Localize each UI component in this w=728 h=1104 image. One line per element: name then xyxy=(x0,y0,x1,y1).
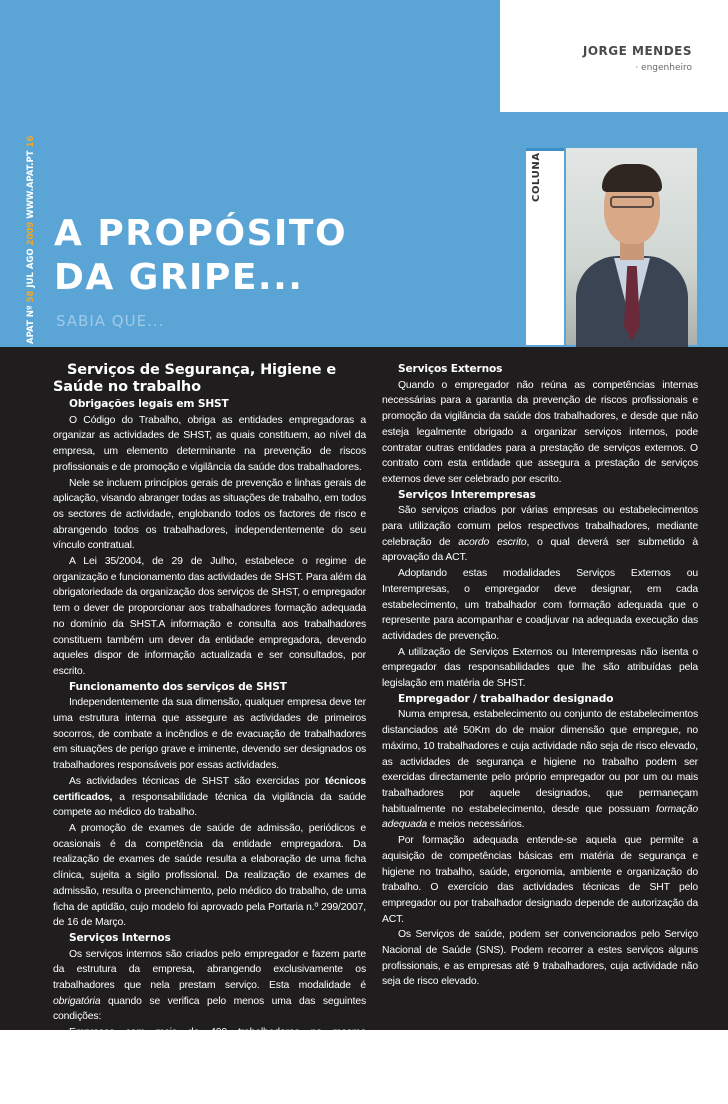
emphasis: formação adequada xyxy=(382,803,698,831)
subheading-interempresas: Serviços Interempresas xyxy=(398,488,536,501)
issue-year: 2009 xyxy=(26,221,36,246)
article-heading: Serviços de Segurança, Higiene e Saúde no trabalho xyxy=(53,362,337,395)
paragraph: Numa empresa, estabelecimento ou conjunto de estabelecimentos distanciados até 50Km do de maior dimensão que empregue, no máximo, 10 trabalhadores e cuja actividade não seja de risco elevado, as actividades de segurança e higiene no trabalho podem ser exercidas directamente pelo próprio empregador ou por um ou mais trabalhadores por aquele designados, que permaneçam habitualmente no estabelecimento, desde que possuam formação adequada e meios necessários. xyxy=(382,709,698,831)
paragraph: São serviços criados por várias empresas ou estabelecimentos para utilização comum pelos respectivos trabalhadores, mediante celebração de acordo escrito, o qual deverá ser submetido à aprovação da ACT. xyxy=(382,505,698,564)
article-title xyxy=(54,212,347,300)
subheading-legal-obligations: Obrigações legais em SHST xyxy=(69,398,229,410)
article-column-left xyxy=(53,362,366,1101)
section-label: COLUNA xyxy=(531,152,542,202)
subheading-external-services: Serviços Externos xyxy=(398,363,503,375)
paragraph: Adoptando estas modalidades Serviços Externos ou Interempresas, o empregador deve designar, em cada estabelecimento, um trabalhador com formação adequada que o represente para acompanhar e coadjuvar na adequada execução das actividades de prevenção. xyxy=(382,568,698,642)
paragraph: A Lei 35/2004, de 29 de Julho, estabelece o regime de organização e funcionamento das actividades de SHST. Para além da obrigatoriedade da organização dos serviços de SHST, o empregador tem o dever de proporcionar aos trabalhadores formação adequada no domínio da SHST.A informação e consulta aos trabalhadores constituem também um dever da entidade empregadora, devendo aqueles dispor de informação actualizada e ser consultados, por escrito. xyxy=(53,556,366,677)
author-role: · engenheiro xyxy=(635,63,692,73)
emphasis: obrigatória xyxy=(53,995,101,1007)
paragraph: Por formação adequada entende-se aquela que permite a aquisição de competências básicas em matéria de segurança e higiene no trabalho, saúde, ergonomia, ambiente e organização do trabalho. O exercício das actividades técnicas de SHT pelo empregador ou por trabalhador designado depende de autorização da ACT. xyxy=(382,835,698,925)
paragraph: Os serviços internos são criados pelo empregador e fazem parte da estrutura da empresa, abrangendo exclusivamente os trabalhadores que nela prestam serviço. Esta modalidade é obrigatória quando se verifica pelo menos uma das seguintes condições: xyxy=(53,948,366,1023)
paragraph: Empresas com mais de 400 trabalhadores no mesmo estabelecimento ou no conjunto de estabelecimentos distanciados até 50Km do de maior dimensão, qualquer que seja a actividade desenvolvida; Empresas que desenvolvam actividades de risco elevado, a que estejam expostos pelo menos 30 trabalhadores. xyxy=(53,1027,366,1101)
paragraph: Independentemente da sua dimensão, qualquer empresa deve ter uma estrutura interna que assegure as actividades de primeiros socorros, de combate a incêndios e de evacuação de trabalhadores em situações de perigo grave e iminente, devendo ser designados os trabalhadores responsáveis por essas actividades. xyxy=(53,697,366,772)
emphasis: acordo escrito xyxy=(458,536,527,548)
title-line-2: DA GRIPE... xyxy=(54,257,304,298)
paragraph: A promoção de exames de saúde de admissão, periódicos e ocasionais é da competência da entidade empregadora. Da realização de exames de saúde resulta a elaboração de uma ficha clínica, sujeita a sigilo profissional. Da realização de exames de admissão, resulta o preenchimento, pelo médico do trabalho, de uma ficha de aptidão, cujo modelo foi aprovado pela Portaria n.º 299/2007, de 16 de Março. xyxy=(53,822,366,929)
issue-sideline: APAT Nº 58 JUL AGO 2009 WWW.APAT.PT 16 xyxy=(26,135,36,344)
paragraph: As actividades técnicas de SHST são exercidas por técnicos certificados, a responsabilidade técnica da vigilância da saúde compete ao médico do trabalho. xyxy=(53,775,366,819)
author-name: JORGE MENDES xyxy=(582,44,692,58)
paragraph: A utilização de Serviços Externos ou Interempresas não isenta o empregador das responsabilidades que lhe são atribuídas pela legislação em matéria de SHST. xyxy=(382,646,698,690)
title-line-1: A PROPÓSITO xyxy=(54,213,348,254)
subheading-internal-services: Serviços Internos xyxy=(69,931,171,944)
subheading-designated-worker: Empregador / trabalhador designado xyxy=(398,692,614,705)
subheading-functioning: Funcionamento dos serviços de SHST xyxy=(69,680,287,693)
issue-number: 58 xyxy=(26,290,36,303)
article-column-right xyxy=(382,362,698,1012)
paragraph: O Código do Trabalho, obriga as entidades empregadoras a organizar as actividades de SHST, as quais constituem, ao nível da empresa, um elemento determinante na prevenção de riscos profissionais e de promoção e vigilância da saúde dos trabalhadores. xyxy=(53,414,366,473)
article-subtitle: SABIA QUE... xyxy=(56,312,165,330)
paragraph: Quando o empregador não reúna as competências internas necessárias para a garantia da prevenção de riscos profissionais e promoção da vigilância da saúde dos trabalhadores, e desde que não esteja legalmente obrigado a organizar serviços internos, pode contratar outras entidades para a prestação de serviços externos. O contrato com esta entidade que assegura a prestação de serviços externos deve ser celebrado por escrito. xyxy=(382,379,698,485)
paragraph: Os Serviços de saúde, podem ser convencionados pelo Serviço Nacional de Saúde (SNS). Podem recorrer a estes serviços alguns profissionais, e as empresas até 9 trabalhadores, cuja actividade não seja de risco elevado. xyxy=(382,929,698,988)
author-photo xyxy=(566,148,697,345)
emphasis: técnicos certificados, xyxy=(53,775,366,803)
page-number: 16 xyxy=(26,135,36,148)
paragraph: Nele se incluem princípios gerais de prevenção e linhas gerais de aplicação, visando abranger todas as situações de trabalho, em todos os sectores de actividade, englobando todos os factores de risco e abrangendo todos os trabalhadores, independentemente do seu vínculo contratual. xyxy=(53,477,366,552)
